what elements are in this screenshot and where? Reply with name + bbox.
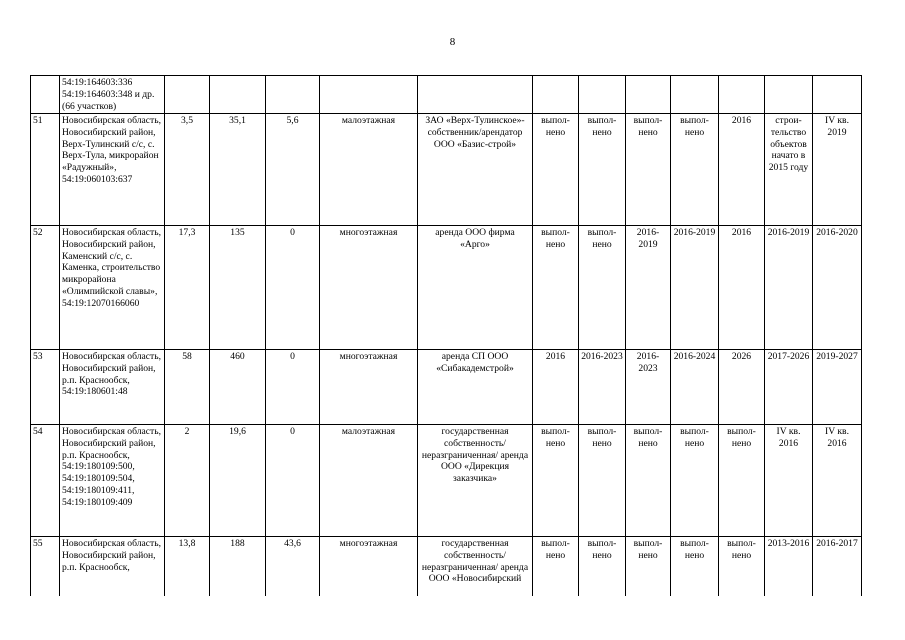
stage-3-cell: выпол-нено — [626, 113, 671, 225]
table-row — [31, 349, 862, 424]
building-type-cell: многоэтажная — [320, 349, 418, 424]
stage-3-cell: выпол-нено — [626, 536, 671, 596]
area-cell: 17,3 — [165, 225, 210, 349]
stage-2-cell: 2016-2023 — [579, 349, 626, 424]
data-table — [30, 75, 862, 596]
row-number — [31, 76, 60, 114]
owner-cell: ЗАО «Верх-Тулинское»-собственник/арендатор ООО «Базис-строй» — [418, 113, 533, 225]
built-cell: 0 — [266, 424, 320, 536]
year-1-cell: 2016 — [719, 225, 765, 349]
year-3-cell: 2016-2020 — [813, 225, 862, 349]
volume-cell: 188 — [210, 536, 266, 596]
location-cell: Новосибирская область, Новосибирский район, Верх-Тулинский с/с, с. Верх-Тула, микрорайон «Радужный», 54:19:060103:637 — [60, 113, 165, 225]
area-cell — [165, 76, 210, 114]
stage-1-cell: выпол-нено — [533, 536, 579, 596]
volume-cell: 135 — [210, 225, 266, 349]
stage-4-cell: 2016-2019 — [671, 225, 719, 349]
volume-cell: 460 — [210, 349, 266, 424]
stage-1-cell — [533, 76, 579, 114]
stage-1-cell: выпол-нено — [533, 225, 579, 349]
table-row — [31, 225, 862, 349]
table-row — [31, 76, 862, 114]
stage-3-cell: выпол-нено — [626, 424, 671, 536]
table-row — [31, 424, 862, 536]
page-number: 8 — [449, 36, 456, 48]
year-2-cell: IV кв. 2016 — [765, 424, 813, 536]
stage-4-cell: выпол-нено — [671, 424, 719, 536]
stage-2-cell: выпол-нено — [579, 225, 626, 349]
year-2-cell — [765, 76, 813, 114]
stage-2-cell: выпол-нено — [579, 536, 626, 596]
area-cell: 2 — [165, 424, 210, 536]
row-number: 51 — [31, 113, 60, 225]
stage-1-cell: выпол-нено — [533, 424, 579, 536]
built-cell: 0 — [266, 349, 320, 424]
stage-4-cell: 2016-2024 — [671, 349, 719, 424]
year-2-cell: 2013-2016 — [765, 536, 813, 596]
year-1-cell: выпол-нено — [719, 424, 765, 536]
area-cell: 3,5 — [165, 113, 210, 225]
volume-cell — [210, 76, 266, 114]
stage-4-cell: выпол-нено — [671, 536, 719, 596]
owner-cell — [418, 76, 533, 114]
building-type-cell — [320, 76, 418, 114]
stage-3-cell — [626, 76, 671, 114]
year-1-cell: 2026 — [719, 349, 765, 424]
row-number: 53 — [31, 349, 60, 424]
owner-cell: аренда СП ООО «Сибакадемстрой» — [418, 349, 533, 424]
table-row — [31, 536, 862, 596]
stage-4-cell — [671, 76, 719, 114]
year-1-cell: 2016 — [719, 113, 765, 225]
year-3-cell: 2016-2017 — [813, 536, 862, 596]
stage-4-cell: выпол-нено — [671, 113, 719, 225]
row-number: 55 — [31, 536, 60, 596]
stage-2-cell: выпол-нено — [579, 424, 626, 536]
stage-3-cell: 2016-2019 — [626, 225, 671, 349]
owner-cell: государственная собственность/ неразграниченная/ аренда ООО «Новосибирский — [418, 536, 533, 596]
year-3-cell: 2019-2027 — [813, 349, 862, 424]
built-cell: 43,6 — [266, 536, 320, 596]
row-number: 54 — [31, 424, 60, 536]
area-cell: 58 — [165, 349, 210, 424]
year-1-cell — [719, 76, 765, 114]
stage-2-cell: выпол-нено — [579, 113, 626, 225]
year-2-cell: 2016-2019 — [765, 225, 813, 349]
location-cell: Новосибирская область, Новосибирский район, р.п. Краснообск, 54:19:180601:48 — [60, 349, 165, 424]
volume-cell: 35,1 — [210, 113, 266, 225]
year-2-cell: строи-тельство объектов начато в 2015 году — [765, 113, 813, 225]
year-1-cell: выпол-нено — [719, 536, 765, 596]
location-cell: 54:19:164603:336 54:19:164603:348 и др. (66 участков) — [60, 76, 165, 114]
row-number: 52 — [31, 225, 60, 349]
year-3-cell: IV кв. 2019 — [813, 113, 862, 225]
year-2-cell: 2017-2026 — [765, 349, 813, 424]
owner-cell: государственная собственность/ неразграниченная/ аренда ООО «Дирекция заказчика» — [418, 424, 533, 536]
owner-cell: аренда ООО фирма «Арго» — [418, 225, 533, 349]
stage-1-cell: 2016 — [533, 349, 579, 424]
year-3-cell — [813, 76, 862, 114]
stage-3-cell: 2016-2023 — [626, 349, 671, 424]
table-row — [31, 113, 862, 225]
built-cell — [266, 76, 320, 114]
building-type-cell: малоэтажная — [320, 113, 418, 225]
building-type-cell: малоэтажная — [320, 424, 418, 536]
location-cell: Новосибирская область, Новосибирский район, Каменский с/с, с. Каменка, строительство микрорайона «Олимпийской славы», 54:19:12070166060 — [60, 225, 165, 349]
year-3-cell: IV кв. 2016 — [813, 424, 862, 536]
location-cell: Новосибирская область, Новосибирский район, р.п. Краснообск, 54:19:180109:500, 54:19:180109:504, 54:19:180109:411, 54:19:180109:409 — [60, 424, 165, 536]
volume-cell: 19,6 — [210, 424, 266, 536]
stage-2-cell — [579, 76, 626, 114]
area-cell: 13,8 — [165, 536, 210, 596]
stage-1-cell: выпол-нено — [533, 113, 579, 225]
building-type-cell: многоэтажная — [320, 225, 418, 349]
location-cell: Новосибирская область, Новосибирский район, р.п. Краснообск, — [60, 536, 165, 596]
built-cell: 5,6 — [266, 113, 320, 225]
built-cell: 0 — [266, 225, 320, 349]
building-type-cell: многоэтажная — [320, 536, 418, 596]
